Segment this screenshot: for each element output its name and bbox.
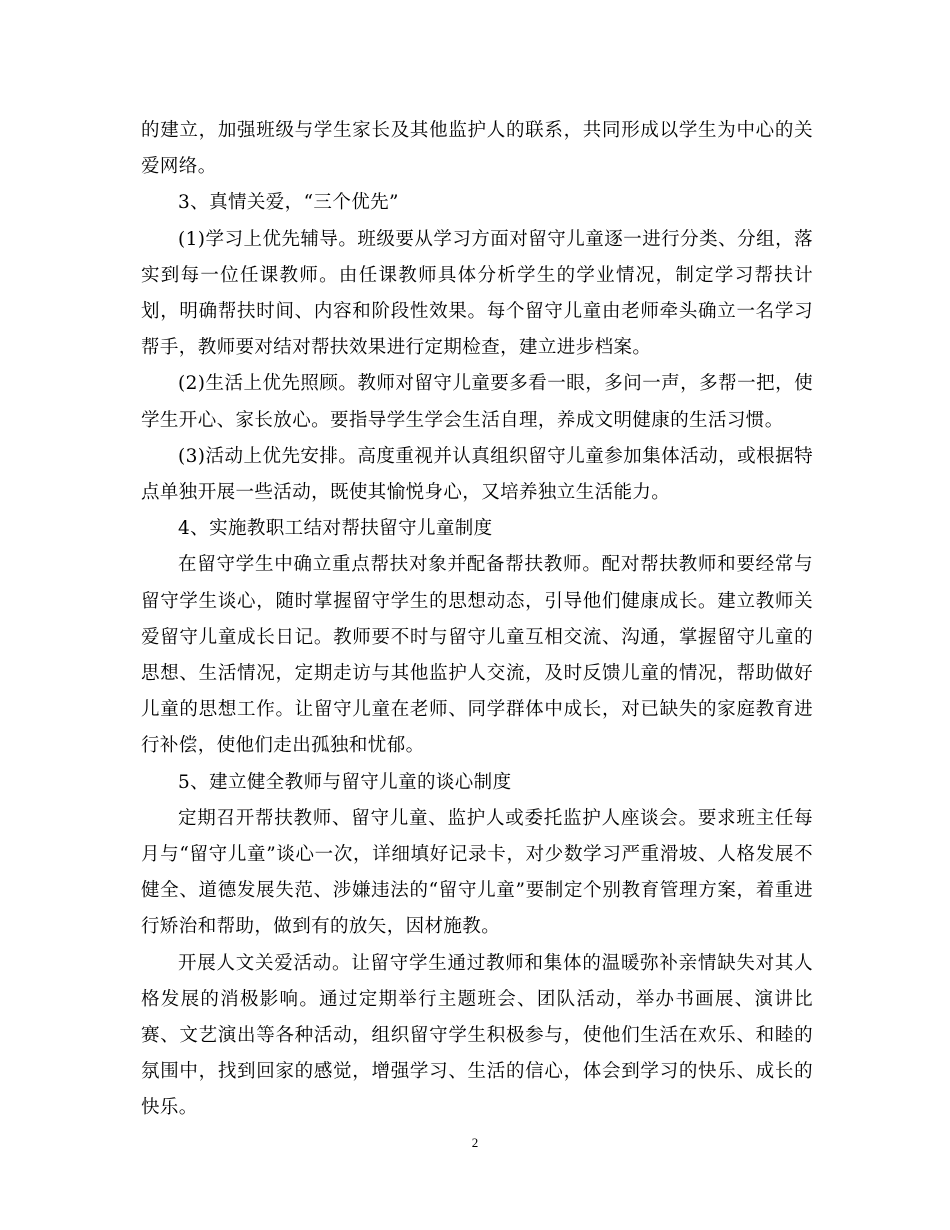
section-heading-5: 5、建立健全教师与留守儿童的谈心制度 [178,771,512,793]
paragraph-learning-priority: (1)学习上优先辅导。班级要从学习方面对留守儿童逐一进行分类、分组，落实到每一位任课教师。由任课教师具体分析学生的学业情况，制定学习帮扶计划，明确帮扶时间、内容和阶段性效果。每个留守儿童由老师牵头确立一名学习帮手，教师要对结对帮扶效果进行定期检查，建立进步档案。 [141,228,813,359]
paragraph-activity-priority: (3)活动上优先安排。高度重视并认真组织留守儿童参加集体活动，或根据特点单独开展一些活动，既使其愉悦身心，又培养独立生活能力。 [141,445,813,504]
section-heading-4: 4、实施教职工结对帮扶留守儿童制度 [178,518,493,540]
section-heading-3: 3、真情关爱，“三个优先” [178,192,399,214]
paragraph-talks: 定期召开帮扶教师、留守儿童、监护人或委托监护人座谈会。要求班主任每月与“留守儿童”谈心一次，详细填好记录卡，对少数学习严重滑坡、人格发展不健全、道德发展失范、涉嫌违法的“留守儿童”要制定个别教育管理方案，着重进行矫治和帮助，做到有的放矢，因材施教。 [141,807,813,938]
paragraph-continuation: 的建立，加强班级与学生家长及其他监护人的联系，共同形成以学生为中心的关爱网络。 [141,120,813,178]
paragraph-mentoring: 在留守学生中确立重点帮扶对象并配备帮扶教师。配对帮扶教师和要经常与留守学生谈心，随时掌握留守学生的思想动态，引导他们健康成长。建立教师关爱留守儿童成长日记。教师要不时与留守儿童互相交流、沟通，掌握留守儿童的思想、生活情况，定期走访与其他监护人交流，及时反馈儿童的情况，帮助做好儿童的思想工作。让留守儿童在老师、同学群体中成长，对已缺失的家庭教育进行补偿，使他们走出孤独和忧郁。 [141,554,813,757]
paragraph-humanistic-care: 开展人文关爱活动。让留守学生通过教师和集体的温暖弥补亲情缺失对其人格发展的消极影响。通过定期举行主题班会、团队活动，举办书画展、演讲比赛、文艺演出等各种活动，组织留守学生积极参与，使他们生活在欢乐、和睦的氛围中，找到回家的感觉，增强学习、生活的信心，体会到学习的快乐、成长的快乐。 [141,952,813,1119]
paragraph-life-priority: (2)生活上优先照顾。教师对留守儿童要多看一眼，多问一声，多帮一把，使学生开心、家长放心。要指导学生学会生活自理，养成文明健康的生活习惯。 [141,373,813,431]
page-number: 2 [471,1135,479,1150]
page-body [141,113,813,1127]
